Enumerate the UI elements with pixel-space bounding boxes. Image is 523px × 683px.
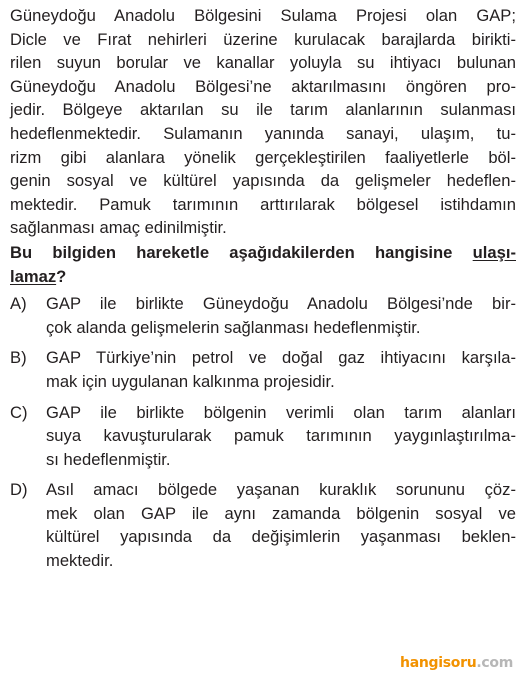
option-line: mek olan GAP ile aynı zamanda bölgenin sosyal ve bbox=[46, 503, 516, 523]
option-line: kültürel yapısında da değişimlerin yaşanması beklen- bbox=[46, 527, 516, 547]
passage bbox=[10, 4, 516, 240]
option-line: GAP ile birlikte bölgenin verimli olan tarım alanları bbox=[46, 402, 516, 422]
option-line: GAP Türkiye’nin petrol ve doğal gaz ihtiyacını karşıla- bbox=[46, 348, 516, 368]
option-line: GAP ile birlikte Güneydoğu Anadolu Bölgesi’nde bir- bbox=[46, 294, 516, 314]
option-line: Asıl amacı bölgede yaşanan kuraklık sorununu çöz- bbox=[46, 480, 516, 500]
passage-line: jedir. Bölgeye aktarılan su ile tarım alanlarının sulanması bbox=[10, 100, 516, 120]
option-c[interactable] bbox=[10, 401, 516, 472]
question-line bbox=[10, 265, 516, 289]
option-b[interactable] bbox=[10, 346, 516, 393]
site-watermark bbox=[400, 655, 513, 671]
passage-line: mektedir. Pamuk tarımının arttırılarak bölgesel istihdamın bbox=[10, 194, 516, 214]
option-letter: A) bbox=[10, 294, 27, 314]
option-letter: D) bbox=[10, 480, 28, 500]
option-letter: C) bbox=[10, 402, 28, 422]
option-d[interactable] bbox=[10, 478, 516, 572]
question-page bbox=[10, 4, 516, 573]
passage-line: rizm gibi alanlara yönelik gerçekleştirilen faaliyetlerle böl- bbox=[10, 147, 516, 167]
option-letter: B) bbox=[10, 348, 27, 368]
passage-line: genin sosyal ve kültürel yapısında da gelişmeler hedeflen- bbox=[10, 171, 516, 191]
option-line: mektedir. bbox=[46, 551, 114, 571]
question-keyword: lamaz bbox=[10, 266, 57, 286]
question-stem bbox=[10, 241, 516, 288]
question-mark: ? bbox=[56, 266, 67, 286]
passage-line: hedeflenmektedir. Sulamanın yanında sanayi, ulaşım, tu- bbox=[10, 123, 516, 143]
option-line: mak için uygulanan kalkınma projesidir. bbox=[46, 371, 335, 391]
watermark-name: hangisoru bbox=[400, 655, 477, 671]
option-line: sı hedeflenmiştir. bbox=[46, 449, 171, 469]
passage-line: rilen suyun borular ve kanallar yoluyla su ihtiyacı bulunan bbox=[10, 53, 516, 73]
passage-line: Güneydoğu Anadolu Bölgesi’ne aktarılmasını öngören pro- bbox=[10, 76, 516, 96]
question-keyword: ulaşı- bbox=[472, 242, 516, 262]
passage-line: Güneydoğu Anadolu Bölgesini Sulama Projesi olan GAP; bbox=[10, 6, 516, 25]
passage-line: sağlanması amaç edinilmiştir. bbox=[10, 218, 227, 238]
question-text: Bu bilgiden hareketle aşağıdakilerden hangisine bbox=[10, 242, 473, 262]
option-a[interactable] bbox=[10, 292, 516, 339]
option-line: suya kavuşturularak pamuk tarımının yaygınlaştırılma- bbox=[46, 426, 516, 446]
option-line: çok alanda gelişmelerin sağlanması hedeflenmiştir. bbox=[46, 317, 421, 337]
passage-line: Dicle ve Fırat nehirleri üzerine kurulacak barajlarda birikti- bbox=[10, 29, 516, 49]
watermark-tld: .com bbox=[476, 655, 513, 671]
question-line bbox=[10, 241, 516, 265]
